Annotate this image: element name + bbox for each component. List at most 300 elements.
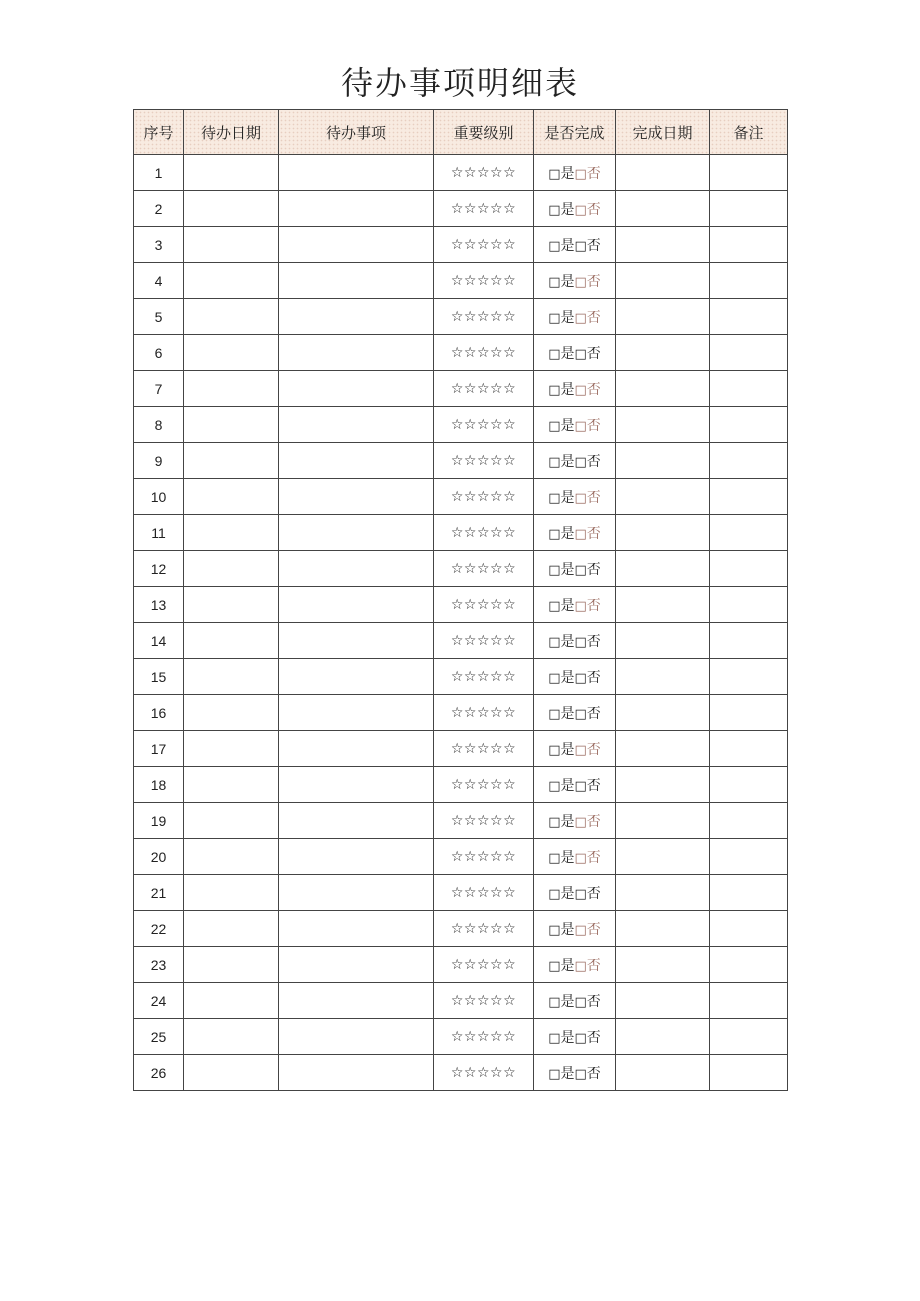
no-checkbox-icon[interactable]: □	[574, 922, 587, 938]
no-label: 否	[586, 993, 601, 1010]
table-row	[134, 911, 788, 947]
no-checkbox-icon[interactable]: □	[574, 958, 587, 974]
todo-item-cell[interactable]	[279, 299, 434, 335]
header-cell-priority: 重要级别	[434, 110, 534, 155]
completion-date-cell[interactable]	[616, 299, 710, 335]
yes-checkbox-icon[interactable]: □	[548, 1066, 561, 1082]
yes-label: 是	[560, 165, 575, 182]
completion-date-cell[interactable]	[616, 263, 710, 299]
row-number: 19	[134, 803, 184, 839]
remarks-cell[interactable]	[710, 479, 788, 515]
completion-choice	[534, 623, 616, 659]
page-title: 待办事项明细表	[340, 64, 579, 102]
remarks-cell[interactable]	[710, 299, 788, 335]
table-row	[134, 839, 788, 875]
yes-label: 是	[560, 849, 575, 866]
yes-checkbox-icon[interactable]: □	[548, 598, 561, 614]
row-number: 11	[134, 515, 184, 551]
no-checkbox-icon[interactable]: □	[574, 274, 587, 290]
no-label: 否	[586, 201, 601, 218]
yes-label: 是	[560, 813, 575, 830]
completion-date-cell[interactable]	[616, 155, 710, 191]
yes-checkbox-icon[interactable]: □	[548, 886, 561, 902]
remarks-cell[interactable]	[710, 731, 788, 767]
completion-date-cell[interactable]	[616, 695, 710, 731]
remarks-cell[interactable]	[710, 551, 788, 587]
no-label: 否	[586, 921, 601, 938]
todo-item-cell[interactable]	[279, 731, 434, 767]
table-row	[134, 227, 788, 263]
table-row	[134, 1055, 788, 1091]
table-row	[134, 371, 788, 407]
no-checkbox-icon[interactable]: □	[574, 706, 587, 722]
remarks-cell[interactable]	[710, 875, 788, 911]
table-row	[134, 659, 788, 695]
yes-label: 是	[560, 309, 575, 326]
row-number: 2	[134, 191, 184, 227]
completion-choice	[534, 911, 616, 947]
todo-date-cell[interactable]	[184, 227, 279, 263]
no-label: 否	[586, 813, 601, 830]
completion-choice	[534, 731, 616, 767]
todo-date-cell[interactable]	[184, 659, 279, 695]
completion-choice	[534, 659, 616, 695]
todo-item-cell[interactable]	[279, 839, 434, 875]
yes-checkbox-icon[interactable]: □	[548, 238, 561, 254]
remarks-cell[interactable]	[710, 335, 788, 371]
table-row	[134, 587, 788, 623]
yes-label: 是	[560, 885, 575, 902]
completion-date-cell[interactable]	[616, 443, 710, 479]
todo-item-cell[interactable]	[279, 227, 434, 263]
table-row	[134, 263, 788, 299]
yes-checkbox-icon[interactable]: □	[548, 958, 561, 974]
header-cell-completed: 是否完成	[534, 110, 616, 155]
no-label: 否	[586, 669, 601, 686]
row-number: 12	[134, 551, 184, 587]
priority-stars[interactable]: ☆☆☆☆☆	[434, 731, 534, 767]
todo-item-cell[interactable]	[279, 695, 434, 731]
no-label: 否	[586, 597, 601, 614]
priority-stars[interactable]: ☆☆☆☆☆	[434, 1055, 534, 1091]
priority-stars[interactable]: ☆☆☆☆☆	[434, 299, 534, 335]
no-checkbox-icon[interactable]: □	[574, 994, 587, 1010]
yes-checkbox-icon[interactable]: □	[548, 850, 561, 866]
yes-label: 是	[560, 201, 575, 218]
yes-label: 是	[560, 273, 575, 290]
no-checkbox-icon[interactable]: □	[574, 886, 587, 902]
no-label: 否	[586, 453, 601, 470]
row-number: 15	[134, 659, 184, 695]
no-checkbox-icon[interactable]: □	[574, 526, 587, 542]
completion-choice	[534, 1019, 616, 1055]
yes-label: 是	[560, 1065, 575, 1082]
yes-checkbox-icon[interactable]: □	[548, 418, 561, 434]
yes-label: 是	[560, 705, 575, 722]
todo-date-cell[interactable]	[184, 587, 279, 623]
todo-date-cell[interactable]	[184, 767, 279, 803]
row-number: 9	[134, 443, 184, 479]
yes-checkbox-icon[interactable]: □	[548, 994, 561, 1010]
remarks-cell[interactable]	[710, 983, 788, 1019]
remarks-cell[interactable]	[710, 767, 788, 803]
no-label: 否	[586, 345, 601, 362]
no-label: 否	[586, 165, 601, 182]
header-row	[134, 110, 788, 155]
table-row	[134, 875, 788, 911]
completion-date-cell[interactable]	[616, 767, 710, 803]
todo-date-cell[interactable]	[184, 731, 279, 767]
todo-item-cell[interactable]	[279, 1055, 434, 1091]
yes-label: 是	[560, 957, 575, 974]
row-number: 14	[134, 623, 184, 659]
no-checkbox-icon[interactable]: □	[574, 238, 587, 254]
no-checkbox-icon[interactable]: □	[574, 670, 587, 686]
completion-date-cell[interactable]	[616, 983, 710, 1019]
todo-date-cell[interactable]	[184, 551, 279, 587]
remarks-cell[interactable]	[710, 371, 788, 407]
table-row	[134, 1019, 788, 1055]
priority-stars[interactable]: ☆☆☆☆☆	[434, 191, 534, 227]
yes-label: 是	[560, 993, 575, 1010]
table-row	[134, 731, 788, 767]
remarks-cell[interactable]	[710, 695, 788, 731]
completion-choice	[534, 299, 616, 335]
no-checkbox-icon[interactable]: □	[574, 490, 587, 506]
yes-label: 是	[560, 741, 575, 758]
no-label: 否	[586, 1029, 601, 1046]
table-row	[134, 767, 788, 803]
todo-date-cell[interactable]	[184, 515, 279, 551]
no-checkbox-icon[interactable]: □	[574, 778, 587, 794]
yes-label: 是	[560, 525, 575, 542]
priority-stars[interactable]: ☆☆☆☆☆	[434, 407, 534, 443]
remarks-cell[interactable]	[710, 839, 788, 875]
todo-item-cell[interactable]	[279, 263, 434, 299]
remarks-cell[interactable]	[710, 911, 788, 947]
row-number: 4	[134, 263, 184, 299]
todo-date-cell[interactable]	[184, 155, 279, 191]
priority-stars[interactable]: ☆☆☆☆☆	[434, 371, 534, 407]
yes-checkbox-icon[interactable]: □	[548, 1030, 561, 1046]
completion-choice	[534, 263, 616, 299]
no-label: 否	[586, 561, 601, 578]
remarks-cell[interactable]	[710, 1019, 788, 1055]
yes-checkbox-icon[interactable]: □	[548, 634, 561, 650]
yes-label: 是	[560, 921, 575, 938]
row-number: 16	[134, 695, 184, 731]
remarks-cell[interactable]	[710, 1055, 788, 1091]
todo-item-cell[interactable]	[279, 155, 434, 191]
row-number: 24	[134, 983, 184, 1019]
todo-date-cell[interactable]	[184, 1019, 279, 1055]
todo-item-cell[interactable]	[279, 803, 434, 839]
priority-stars[interactable]: ☆☆☆☆☆	[434, 875, 534, 911]
row-number: 8	[134, 407, 184, 443]
completion-date-cell[interactable]	[616, 731, 710, 767]
remarks-cell[interactable]	[710, 263, 788, 299]
yes-checkbox-icon[interactable]: □	[548, 310, 561, 326]
row-number: 3	[134, 227, 184, 263]
completion-date-cell[interactable]	[616, 515, 710, 551]
no-checkbox-icon[interactable]: □	[574, 598, 587, 614]
completion-date-cell[interactable]	[616, 335, 710, 371]
todo-item-cell[interactable]	[279, 659, 434, 695]
table-row	[134, 335, 788, 371]
no-checkbox-icon[interactable]: □	[574, 202, 587, 218]
no-label: 否	[586, 273, 601, 290]
todo-date-cell[interactable]	[184, 983, 279, 1019]
todo-date-cell[interactable]	[184, 911, 279, 947]
todo-date-cell[interactable]	[184, 839, 279, 875]
yes-checkbox-icon[interactable]: □	[548, 490, 561, 506]
todo-date-cell[interactable]	[184, 947, 279, 983]
yes-checkbox-icon[interactable]: □	[548, 742, 561, 758]
no-checkbox-icon[interactable]: □	[574, 742, 587, 758]
yes-checkbox-icon[interactable]: □	[548, 562, 561, 578]
table-row	[134, 623, 788, 659]
no-label: 否	[586, 525, 601, 542]
row-number: 7	[134, 371, 184, 407]
priority-stars[interactable]: ☆☆☆☆☆	[434, 767, 534, 803]
todo-item-cell[interactable]	[279, 587, 434, 623]
priority-stars[interactable]: ☆☆☆☆☆	[434, 227, 534, 263]
no-label: 否	[586, 885, 601, 902]
remarks-cell[interactable]	[710, 155, 788, 191]
yes-label: 是	[560, 489, 575, 506]
priority-stars[interactable]: ☆☆☆☆☆	[434, 443, 534, 479]
priority-stars[interactable]: ☆☆☆☆☆	[434, 515, 534, 551]
remarks-cell[interactable]	[710, 623, 788, 659]
no-checkbox-icon[interactable]: □	[574, 850, 587, 866]
table-row	[134, 983, 788, 1019]
priority-stars[interactable]: ☆☆☆☆☆	[434, 551, 534, 587]
todo-date-cell[interactable]	[184, 263, 279, 299]
priority-stars[interactable]: ☆☆☆☆☆	[434, 623, 534, 659]
yes-checkbox-icon[interactable]: □	[548, 274, 561, 290]
yes-checkbox-icon[interactable]: □	[548, 814, 561, 830]
todo-date-cell[interactable]	[184, 479, 279, 515]
header-cell-remarks: 备注	[710, 110, 788, 155]
todo-date-cell[interactable]	[184, 1055, 279, 1091]
table-row	[134, 803, 788, 839]
todo-item-cell[interactable]	[279, 335, 434, 371]
priority-stars[interactable]: ☆☆☆☆☆	[434, 983, 534, 1019]
no-checkbox-icon[interactable]: □	[574, 562, 587, 578]
row-number: 5	[134, 299, 184, 335]
priority-stars[interactable]: ☆☆☆☆☆	[434, 587, 534, 623]
completion-date-cell[interactable]	[616, 947, 710, 983]
no-checkbox-icon[interactable]: □	[574, 1030, 587, 1046]
yes-checkbox-icon[interactable]: □	[548, 166, 561, 182]
no-checkbox-icon[interactable]: □	[574, 634, 587, 650]
remarks-cell[interactable]	[710, 803, 788, 839]
completion-date-cell[interactable]	[616, 659, 710, 695]
table-row	[134, 695, 788, 731]
no-label: 否	[586, 489, 601, 506]
todo-date-cell[interactable]	[184, 803, 279, 839]
priority-stars[interactable]: ☆☆☆☆☆	[434, 695, 534, 731]
todo-date-cell[interactable]	[184, 335, 279, 371]
table-body	[134, 155, 788, 1091]
todo-item-cell[interactable]	[279, 875, 434, 911]
completion-choice	[534, 551, 616, 587]
row-number: 22	[134, 911, 184, 947]
completion-choice	[534, 515, 616, 551]
completion-date-cell[interactable]	[616, 551, 710, 587]
todo-item-cell[interactable]	[279, 623, 434, 659]
no-checkbox-icon[interactable]: □	[574, 310, 587, 326]
remarks-cell[interactable]	[710, 587, 788, 623]
priority-stars[interactable]: ☆☆☆☆☆	[434, 659, 534, 695]
completion-choice	[534, 335, 616, 371]
yes-label: 是	[560, 669, 575, 686]
completion-choice	[534, 371, 616, 407]
priority-stars[interactable]: ☆☆☆☆☆	[434, 263, 534, 299]
yes-label: 是	[560, 417, 575, 434]
todo-item-cell[interactable]	[279, 407, 434, 443]
yes-label: 是	[560, 561, 575, 578]
remarks-cell[interactable]	[710, 947, 788, 983]
no-checkbox-icon[interactable]: □	[574, 166, 587, 182]
todo-date-cell[interactable]	[184, 695, 279, 731]
completion-date-cell[interactable]	[616, 1055, 710, 1091]
priority-stars[interactable]: ☆☆☆☆☆	[434, 839, 534, 875]
todo-item-cell[interactable]	[279, 515, 434, 551]
completion-date-cell[interactable]	[616, 587, 710, 623]
table-row	[134, 551, 788, 587]
completion-choice	[534, 947, 616, 983]
yes-checkbox-icon[interactable]: □	[548, 706, 561, 722]
no-label: 否	[586, 849, 601, 866]
completion-date-cell[interactable]	[616, 191, 710, 227]
row-number: 17	[134, 731, 184, 767]
remarks-cell[interactable]	[710, 407, 788, 443]
row-number: 20	[134, 839, 184, 875]
yes-checkbox-icon[interactable]: □	[548, 454, 561, 470]
no-label: 否	[586, 741, 601, 758]
priority-stars[interactable]: ☆☆☆☆☆	[434, 155, 534, 191]
yes-label: 是	[560, 633, 575, 650]
completion-choice	[534, 227, 616, 263]
yes-checkbox-icon[interactable]: □	[548, 202, 561, 218]
todo-item-cell[interactable]	[279, 443, 434, 479]
todo-date-cell[interactable]	[184, 371, 279, 407]
no-label: 否	[586, 237, 601, 254]
remarks-cell[interactable]	[710, 515, 788, 551]
no-checkbox-icon[interactable]: □	[574, 418, 587, 434]
completion-choice	[534, 839, 616, 875]
priority-stars[interactable]: ☆☆☆☆☆	[434, 947, 534, 983]
todo-item-cell[interactable]	[279, 983, 434, 1019]
table-row	[134, 443, 788, 479]
todo-table	[133, 109, 788, 1091]
yes-checkbox-icon[interactable]: □	[548, 526, 561, 542]
todo-item-cell[interactable]	[279, 947, 434, 983]
priority-stars[interactable]: ☆☆☆☆☆	[434, 911, 534, 947]
priority-stars[interactable]: ☆☆☆☆☆	[434, 803, 534, 839]
completion-choice	[534, 407, 616, 443]
completion-date-cell[interactable]	[616, 407, 710, 443]
no-checkbox-icon[interactable]: □	[574, 814, 587, 830]
no-checkbox-icon[interactable]: □	[574, 1066, 587, 1082]
yes-label: 是	[560, 237, 575, 254]
todo-date-cell[interactable]	[184, 191, 279, 227]
todo-date-cell[interactable]	[184, 299, 279, 335]
todo-item-cell[interactable]	[279, 1019, 434, 1055]
completion-choice	[534, 587, 616, 623]
todo-date-cell[interactable]	[184, 623, 279, 659]
no-checkbox-icon[interactable]: □	[574, 346, 587, 362]
completion-date-cell[interactable]	[616, 371, 710, 407]
todo-date-cell[interactable]	[184, 443, 279, 479]
remarks-cell[interactable]	[710, 227, 788, 263]
completion-date-cell[interactable]	[616, 875, 710, 911]
table-row	[134, 191, 788, 227]
priority-stars[interactable]: ☆☆☆☆☆	[434, 335, 534, 371]
no-label: 否	[586, 705, 601, 722]
no-label: 否	[586, 417, 601, 434]
no-label: 否	[586, 957, 601, 974]
completion-date-cell[interactable]	[616, 911, 710, 947]
remarks-cell[interactable]	[710, 191, 788, 227]
no-label: 否	[586, 777, 601, 794]
todo-date-cell[interactable]	[184, 875, 279, 911]
table-row	[134, 407, 788, 443]
no-checkbox-icon[interactable]: □	[574, 454, 587, 470]
yes-label: 是	[560, 1029, 575, 1046]
completion-choice	[534, 983, 616, 1019]
priority-stars[interactable]: ☆☆☆☆☆	[434, 1019, 534, 1055]
completion-date-cell[interactable]	[616, 623, 710, 659]
completion-date-cell[interactable]	[616, 227, 710, 263]
yes-checkbox-icon[interactable]: □	[548, 778, 561, 794]
no-label: 否	[586, 381, 601, 398]
row-number: 23	[134, 947, 184, 983]
yes-checkbox-icon[interactable]: □	[548, 346, 561, 362]
completion-choice	[534, 1055, 616, 1091]
yes-label: 是	[560, 345, 575, 362]
todo-item-cell[interactable]	[279, 911, 434, 947]
header-cell-todo-item: 待办事项	[279, 110, 434, 155]
yes-label: 是	[560, 453, 575, 470]
completion-date-cell[interactable]	[616, 479, 710, 515]
completion-date-cell[interactable]	[616, 839, 710, 875]
completion-choice	[534, 479, 616, 515]
yes-checkbox-icon[interactable]: □	[548, 382, 561, 398]
row-number: 6	[134, 335, 184, 371]
yes-checkbox-icon[interactable]: □	[548, 670, 561, 686]
todo-item-cell[interactable]	[279, 191, 434, 227]
completion-choice	[534, 875, 616, 911]
yes-checkbox-icon[interactable]: □	[548, 922, 561, 938]
completion-date-cell[interactable]	[616, 1019, 710, 1055]
yes-label: 是	[560, 597, 575, 614]
row-number: 21	[134, 875, 184, 911]
todo-item-cell[interactable]	[279, 479, 434, 515]
todo-item-cell[interactable]	[279, 371, 434, 407]
row-number: 1	[134, 155, 184, 191]
no-checkbox-icon[interactable]: □	[574, 382, 587, 398]
remarks-cell[interactable]	[710, 659, 788, 695]
todo-item-cell[interactable]	[279, 767, 434, 803]
row-number: 26	[134, 1055, 184, 1091]
priority-stars[interactable]: ☆☆☆☆☆	[434, 479, 534, 515]
remarks-cell[interactable]	[710, 443, 788, 479]
todo-item-cell[interactable]	[279, 551, 434, 587]
todo-date-cell[interactable]	[184, 407, 279, 443]
completion-date-cell[interactable]	[616, 803, 710, 839]
